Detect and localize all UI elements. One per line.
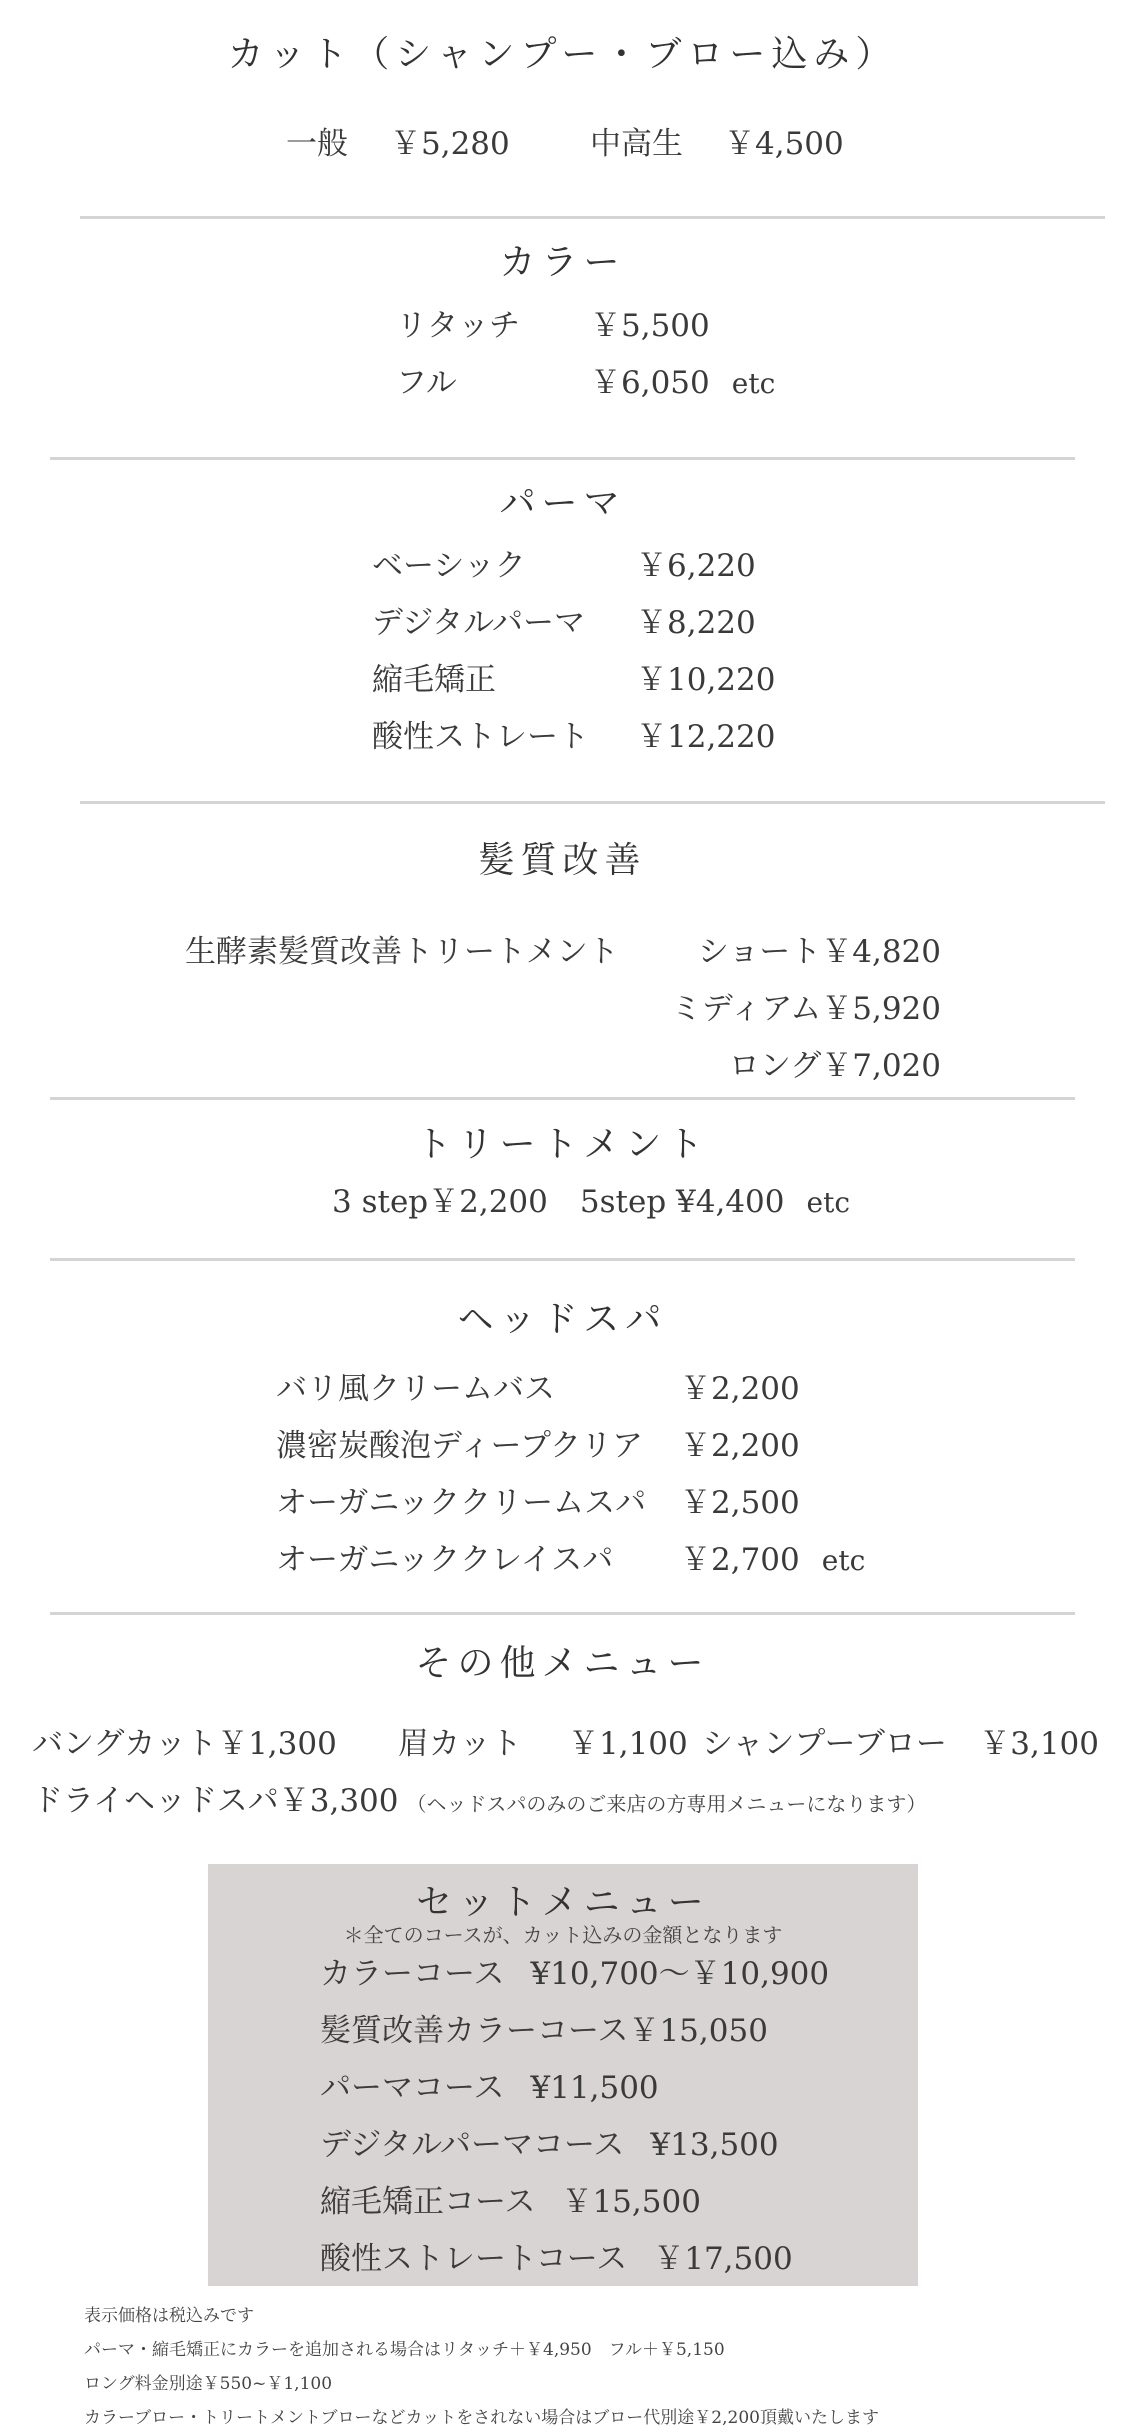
- other-bang: バングカット￥1,300: [32, 1726, 337, 1762]
- divider: [80, 801, 1105, 804]
- divider: [50, 1097, 1075, 1100]
- treatment-row: 3 step￥2,200 5step ¥4,400 etc: [332, 1184, 851, 1220]
- hair-improve-option: ショート￥4,820: [697, 934, 941, 970]
- perm-item-price: ￥10,220: [636, 662, 776, 698]
- perm-item-label: 縮毛矯正: [372, 662, 496, 698]
- perm-item-label: デジタルパーマ: [372, 605, 585, 641]
- color-item-label: リタッチ: [396, 308, 520, 344]
- perm-title: パーマ: [499, 483, 626, 524]
- perm-item-price: ￥8,220: [636, 605, 756, 641]
- other-title: その他メニュー: [415, 1643, 710, 1684]
- footnote: カラーブロー・トリートメントブローなどカットをされない場合はブロー代別途￥2,200頂戴いたします: [84, 2408, 879, 2428]
- set-menu-item: デジタルパーマコース ¥13,500: [320, 2127, 779, 2163]
- headspa-item-label: バリ風クリームバス: [276, 1371, 555, 1407]
- headspa-item-price: ￥2,500: [680, 1485, 800, 1521]
- divider: [80, 216, 1105, 219]
- other-dry-spa: ドライヘッドスパ￥3,300 （ヘッドスパのみのご来店の方専用メニューになります）: [32, 1783, 927, 1819]
- perm-item-price: ￥6,220: [636, 548, 756, 584]
- other-blow-label: シャンプーブロー: [702, 1726, 947, 1762]
- headspa-title: ヘッドスパ: [457, 1299, 668, 1340]
- footnote: パーマ・縮毛矯正にカラーを追加される場合はリタッチ＋￥4,950 フル＋￥5,150: [84, 2340, 725, 2360]
- footnote: 表示価格は税込みです: [84, 2306, 254, 2326]
- perm-item-label: 酸性ストレート: [372, 719, 589, 755]
- headspa-item-price: ￥2,700 etc: [680, 1542, 866, 1578]
- set-menu-item: 髪質改善カラーコース￥15,050: [320, 2013, 768, 2049]
- set-menu-item: 縮毛矯正コース ￥15,500: [320, 2184, 701, 2220]
- color-item-price: ￥5,500: [590, 308, 710, 344]
- set-menu-item: 酸性ストレートコース ￥17,500: [320, 2241, 793, 2277]
- divider: [50, 457, 1075, 460]
- etc-note: etc: [731, 367, 776, 400]
- cut-student-label: 中高生: [590, 126, 683, 162]
- color-title: カラー: [499, 242, 626, 283]
- other-dry-spa-note: （ヘッドスパのみのご来店の方専用メニューになります）: [406, 1792, 927, 1816]
- headspa-item-label: 濃密炭酸泡ディープクリア: [276, 1428, 644, 1464]
- set-menu-item: カラーコース ¥10,700～￥10,900: [320, 1956, 830, 1992]
- hair-improve-item-label: 生酵素髪質改善トリートメント: [185, 934, 619, 970]
- set-menu-title: セットメニュー: [416, 1882, 710, 1923]
- headspa-item-price: ￥2,200: [680, 1428, 800, 1464]
- hair-improve-option: ミディアム￥5,920: [670, 991, 941, 1027]
- cut-general-label: 一般: [286, 126, 348, 162]
- other-brow-label: 眉カット: [398, 1726, 522, 1762]
- set-menu-subtitle: ＊全てのコースが、カット込みの金額となります: [343, 1923, 783, 1947]
- divider: [50, 1612, 1075, 1615]
- headspa-item-price: ￥2,200: [680, 1371, 800, 1407]
- divider: [50, 1258, 1075, 1261]
- set-menu-item: パーマコース ¥11,500: [320, 2070, 659, 2106]
- headspa-item-label: オーガニッククレイスパ: [276, 1542, 614, 1578]
- color-item-price: ￥6,050 etc: [590, 365, 776, 401]
- hair-improve-option: ロング￥7,020: [728, 1048, 941, 1084]
- perm-item-label: ベーシック: [372, 548, 526, 584]
- cut-title: カット（シャンプー・ブロー込み）: [227, 34, 898, 75]
- cut-student-price: ￥4,500: [724, 126, 844, 162]
- color-item-label: フル: [396, 365, 457, 401]
- perm-item-price: ￥12,220: [636, 719, 776, 755]
- footnote: ロング料金別途￥550~￥1,100: [84, 2374, 333, 2394]
- cut-general-price: ￥5,280: [390, 126, 510, 162]
- treatment-title: トリートメント: [415, 1124, 710, 1165]
- headspa-item-label: オーガニッククリームスパ: [276, 1485, 647, 1521]
- other-brow-price: ￥1,100: [568, 1726, 688, 1762]
- other-blow-price: ￥3,100: [979, 1726, 1099, 1762]
- hair-improve-title: 髪質改善: [478, 840, 647, 881]
